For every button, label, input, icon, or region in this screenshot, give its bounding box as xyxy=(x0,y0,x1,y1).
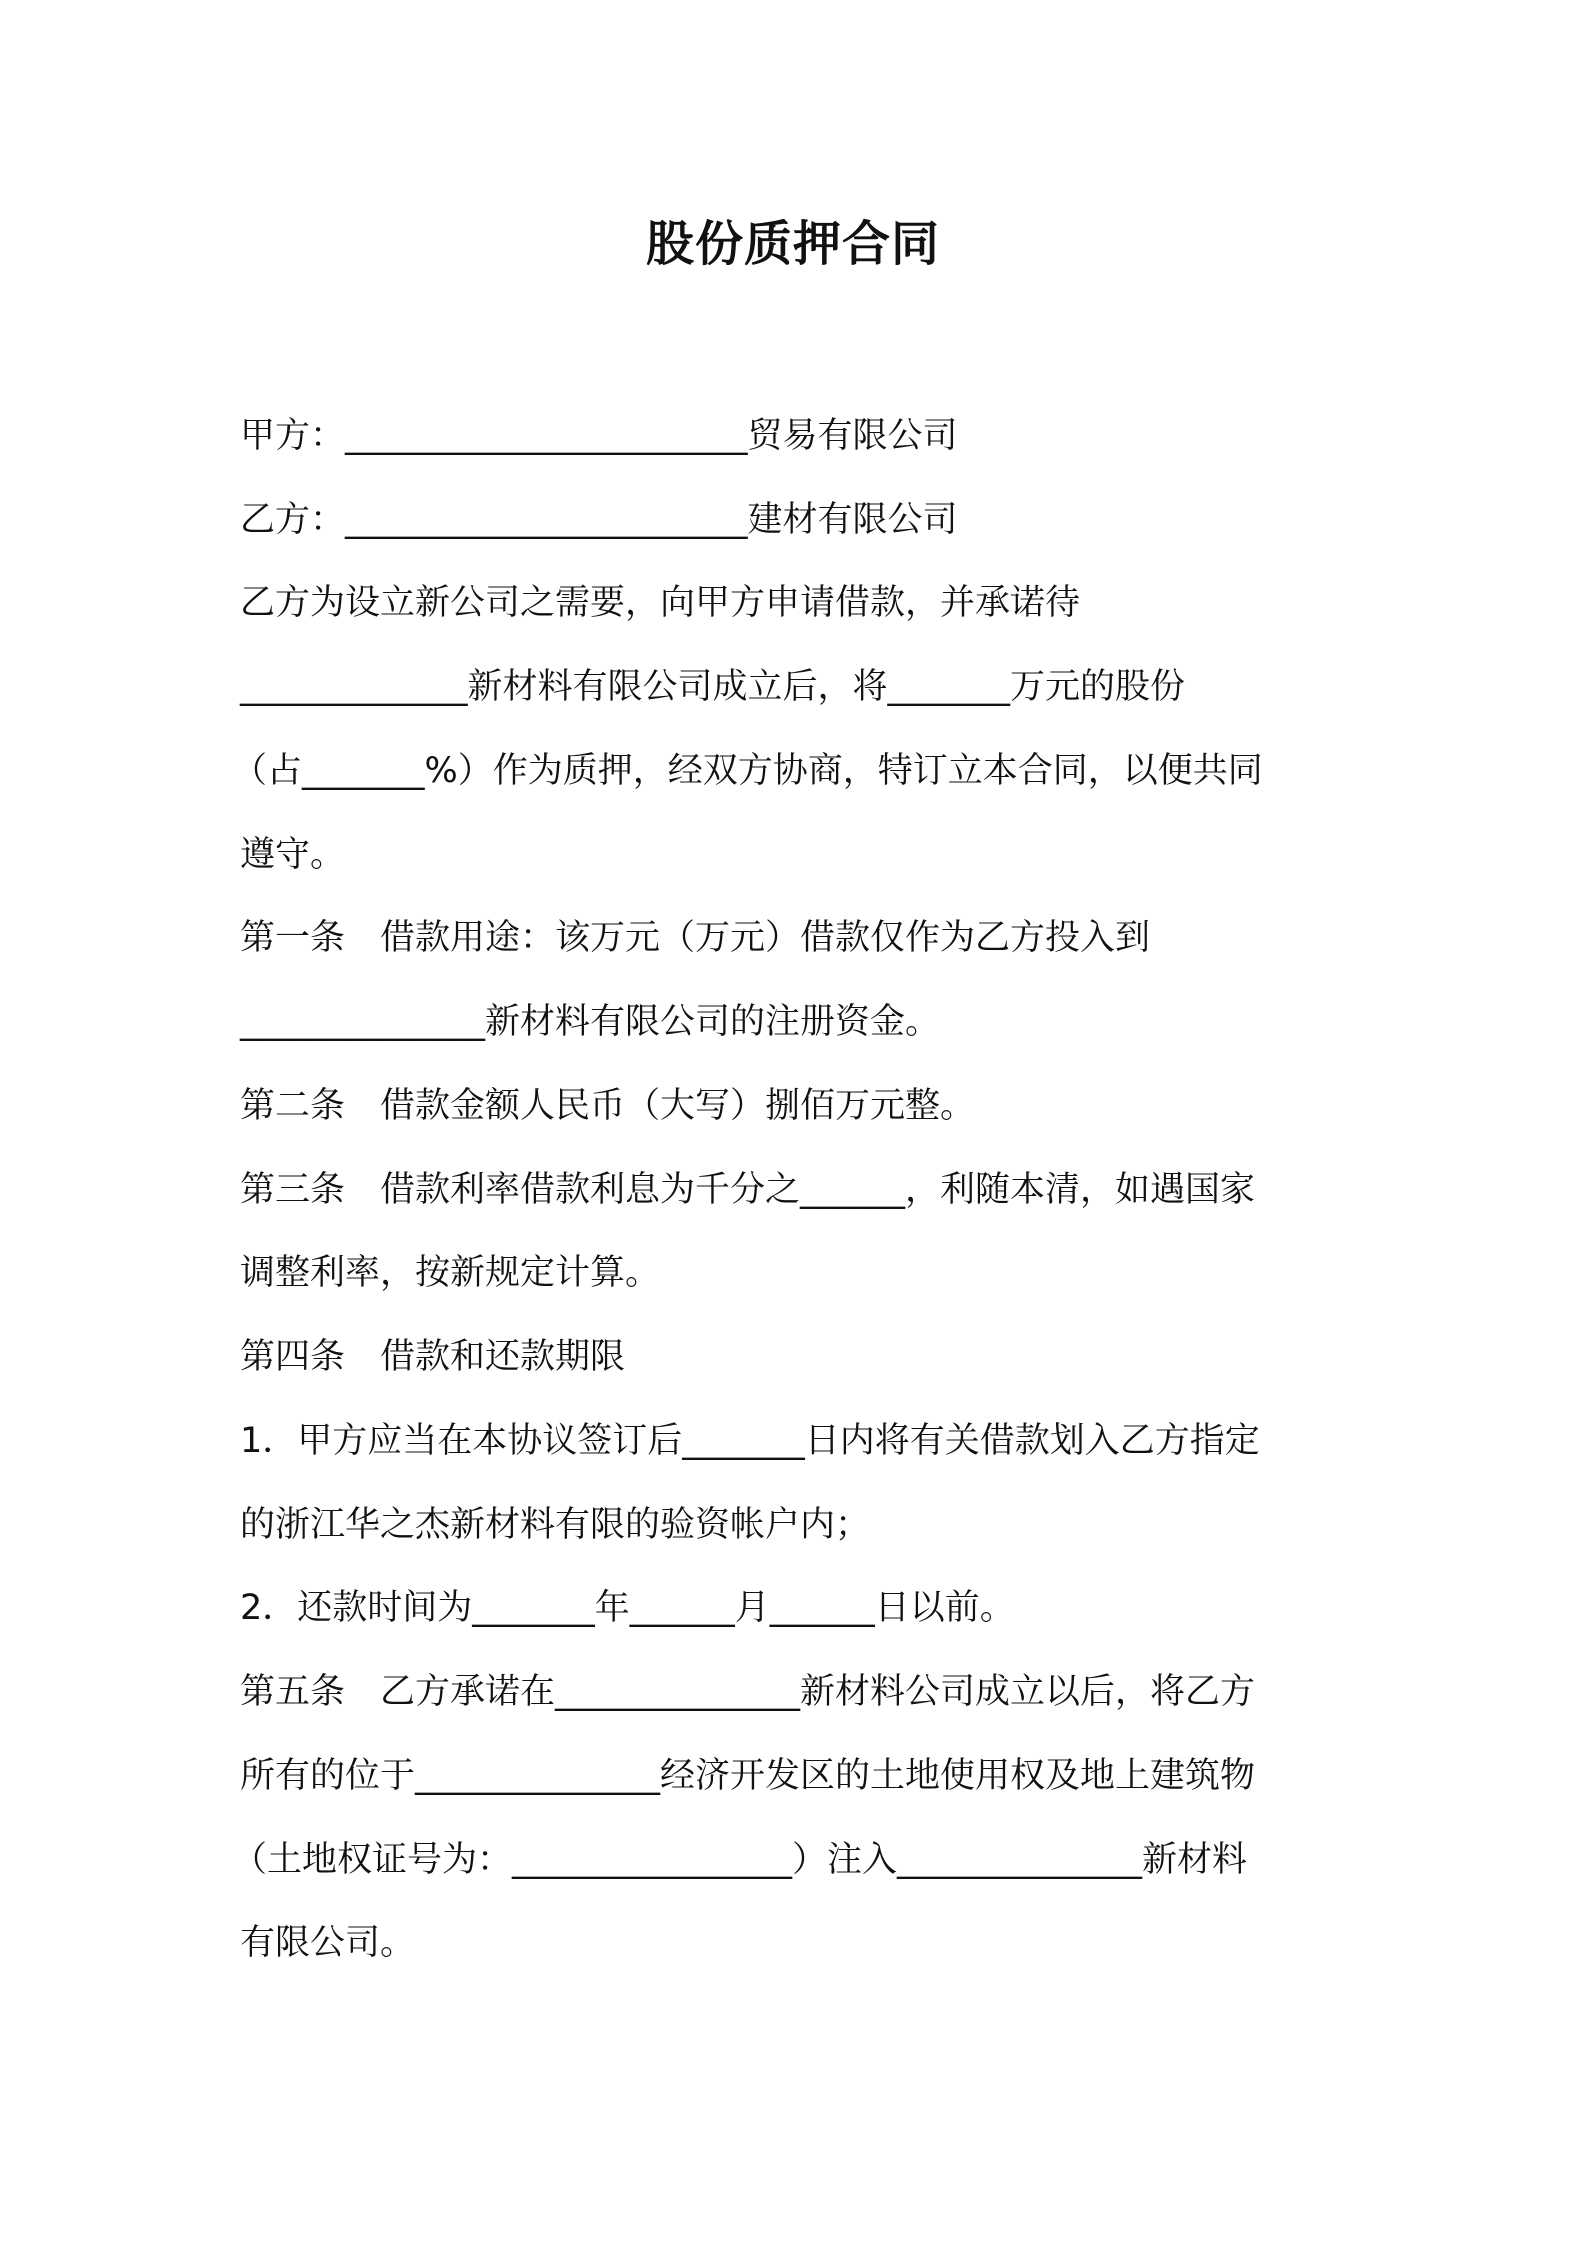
article-3-line-1: 第三条 借款利率借款利息为千分之______，利随本清，如遇国家 xyxy=(240,1170,1256,1210)
article-5-line-2: 所有的位于______________经济开发区的土地使用权及地上建筑物 xyxy=(240,1756,1256,1796)
party-a-line: 甲方：_______________________贸易有限公司 xyxy=(240,416,958,456)
document-title: 股份质押合同 xyxy=(645,216,940,272)
preamble-line-3: （占_______%）作为质押，经双方协商，特订立本合同，以便共同 xyxy=(232,751,1263,791)
article-5-line-3: （土地权证号为：________________）注入______________新材料 xyxy=(232,1840,1248,1880)
article-4-item-1-line-1: 1．甲方应当在本协议签订后_______日内将有关借款划入乙方指定 xyxy=(240,1421,1260,1461)
preamble-line-4: 遵守。 xyxy=(240,835,346,875)
party-b-line: 乙方：_______________________建材有限公司 xyxy=(240,500,958,540)
preamble-line-1: 乙方为设立新公司之需要，向甲方申请借款，并承诺待 xyxy=(240,583,1081,623)
article-5-line-1: 第五条 乙方承诺在______________新材料公司成立以后，将乙方 xyxy=(240,1672,1256,1712)
article-5-line-4: 有限公司。 xyxy=(240,1923,416,1963)
article-1-line-2: ______________新材料有限公司的注册资金。 xyxy=(240,1002,941,1042)
article-4-item-2-line: 2．还款时间为_______年______月______日以前。 xyxy=(240,1588,1015,1628)
article-1-line-1: 第一条 借款用途：该万元（万元）借款仅作为乙方投入到 xyxy=(240,918,1151,958)
article-4-heading: 第四条 借款和还款期限 xyxy=(240,1337,626,1377)
article-3-line-2: 调整利率，按新规定计算。 xyxy=(240,1253,661,1293)
preamble-line-2: _____________新材料有限公司成立后，将_______万元的股份 xyxy=(240,667,1186,707)
article-4-item-1-line-2: 的浙江华之杰新材料有限的验资帐户内； xyxy=(240,1505,871,1545)
article-2-line: 第二条 借款金额人民币（大写）捌佰万元整。 xyxy=(240,1086,976,1126)
